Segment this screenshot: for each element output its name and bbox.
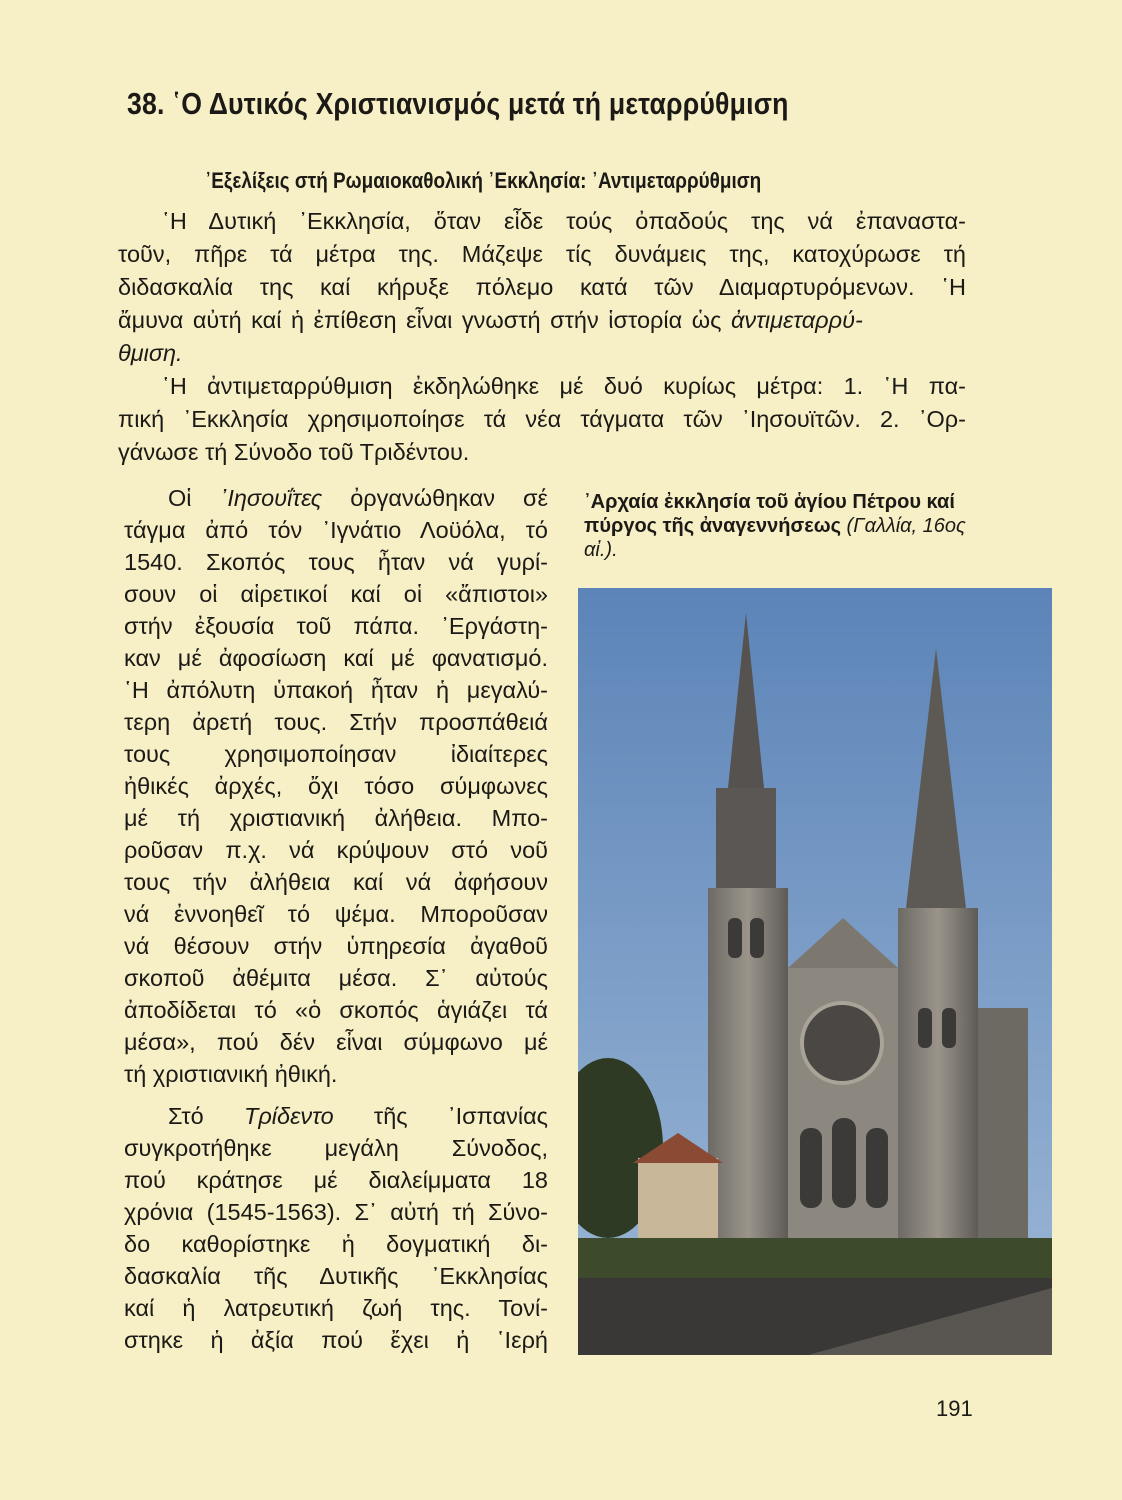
text-line: 1540. Σκοπός τους ἦταν νά γυρί-	[124, 549, 548, 575]
text-line: ἄμυνα αὐτή καί ἡ ἐπίθεση εἶναι γνωστή στήν ἱστορία ὡς ἀντιμεταρρύ-	[118, 307, 863, 333]
text-line: καί ἡ λατρευτική ζωή της. Τονί-	[124, 1295, 548, 1321]
text-line: γάνωσε τή Σύνοδο τοῦ Τριδέντου.	[118, 439, 470, 465]
text-line: στήν ἐξουσία τοῦ πάπα. ᾿Εργάστη-	[124, 613, 548, 639]
page-number: 191	[936, 1396, 973, 1421]
text-line: ῾Η Δυτική ᾿Εκκλησία, ὅταν εἶδε τούς ὀπαδούς της νά ἐπαναστα-	[162, 208, 966, 234]
text-line: καν μέ ἀφοσίωση καί μέ φανατισμό.	[124, 645, 548, 671]
text-line: μέ τή χριστιανική ἀλήθεια. Μπο-	[124, 805, 548, 831]
text-line: τερη ἀρετή τους. Στήν προσπάθειά	[124, 709, 548, 735]
text-line: Οἱ ᾿Ιησουΐτες ὀργανώθηκαν σέ	[168, 485, 548, 511]
text-line: νά ἐννοηθεῖ τό ψέμα. Μποροῦσαν	[124, 901, 548, 927]
text-line: Στό Τρίδεντο τῆς ᾿Ισπανίας	[168, 1103, 549, 1129]
chapter-title: 38. ῾Ο Δυτικός Χριστιανισμός μετά τή μεταρρύθμιση	[127, 86, 789, 121]
text-line: σουν οἱ αἱρετικοί καί οἱ «ἄπιστοι»	[124, 581, 548, 607]
text-line: χρόνια (1545-1563). Σ᾿ αὐτή τή Σύνο-	[124, 1199, 548, 1225]
text-line: τους χρησιμοποίησαν ἰδιαίτερες	[124, 741, 548, 767]
text-line: ἀποδίδεται τό «ὁ σκοπός ἁγιάζει τά	[124, 997, 548, 1023]
text-line: δασκαλία τῆς Δυτικῆς ᾿Εκκλησίας	[124, 1263, 548, 1289]
text-line: δο καθορίστηκε ἡ δογματική δι-	[124, 1231, 548, 1257]
text-line: τοῦν, πῆρε τά μέτρα της. Μάζεψε τίς δυνάμεις της, κατοχύρωσε τή	[118, 241, 966, 267]
text-line: τάγμα ἀπό τόν ᾿Ιγνάτιο Λοϋόλα, τό	[124, 517, 548, 543]
caption-title: ᾿Αρχαία ἐκκλησία τοῦ ἁγίου Πέτρου καί πύργος τῆς ἀναγεννήσεως	[584, 491, 955, 537]
text-line: θμιση.	[118, 340, 183, 366]
text-line: σκοποῦ ἀθέμιτα μέσα. Σ᾿ αὐτούς	[124, 965, 548, 991]
text-line: διδασκαλία της καί κήρυξε πόλεμο κατά τῶν Διαμαρτυρόμενων. ῾Η	[118, 274, 966, 300]
text-line: μέσα», πού δέν εἶναι σύμφωνο μέ	[124, 1029, 548, 1055]
text-line: πική ᾿Εκκλησία χρησιμοποίησε τά νέα τάγματα τῶν ᾿Ιησουϊτῶν. 2. ᾿Ορ-	[118, 406, 966, 432]
caption-note: (Γαλλία, 16ος αἰ.).	[584, 515, 966, 561]
text-line: στηκε ἡ ἀξία πού ἔχει ἡ ῾Ιερή	[124, 1327, 548, 1353]
text-line: ῾Η ἀντιμεταρρύθμιση ἐκδηλώθηκε μέ δυό κυρίως μέτρα: 1. ῾Η πα-	[162, 373, 966, 399]
text-line: πού κράτησε μέ διαλείμματα 18	[124, 1167, 548, 1193]
text-line: συγκροτήθηκε μεγάλη Σύνοδος,	[124, 1135, 548, 1161]
text-line: τους τήν ἀλήθεια καί νά ἀφήσουν	[124, 869, 548, 895]
text-line: τή χριστιανική ἠθική.	[124, 1061, 338, 1087]
text-line: ροῦσαν π.χ. νά κρύψουν στό νοῦ	[124, 837, 548, 863]
section-heading: ᾿Εξελίξεις στή Ρωμαιοκαθολική ᾿Εκκλησία: ᾿Αντιμεταρρύθμιση	[205, 168, 762, 193]
text-line: ἠθικές ἀρχές, ὄχι τόσο σύμφωνες	[124, 773, 548, 799]
cathedral-illustration-icon	[578, 588, 1052, 1355]
text-line: ῾Η ἀπόλυτη ὑπακοή ἦταν ἡ μεγαλύ-	[124, 677, 548, 703]
photo-caption	[584, 490, 974, 562]
cathedral-photo	[578, 588, 1052, 1355]
text-line: νά θέσουν στήν ὑπηρεσία ἀγαθοῦ	[124, 933, 548, 959]
